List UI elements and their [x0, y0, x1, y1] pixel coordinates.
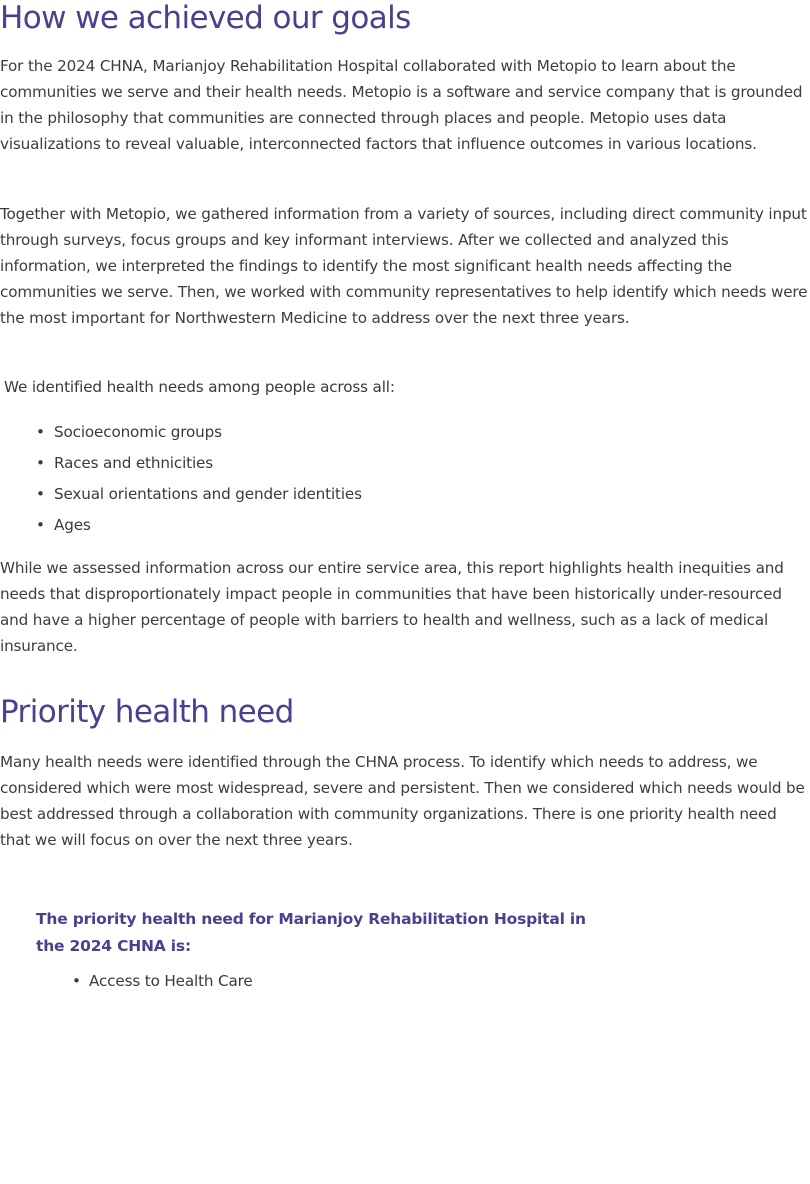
bullet-icon: • — [72, 972, 81, 990]
section-heading-goals: How we achieved our goals — [0, 0, 411, 36]
bullet-icon: • — [36, 423, 45, 441]
bullet-icon: • — [36, 516, 45, 534]
paragraph-metopio-collaboration: For the 2024 CHNA, Marianjoy Rehabilitation Hospital collaborated with Metopio to learn about the communities we serve and their health needs. Metopio is a software and service company that is grounded in the philosophy that communities are connected through places and people. Metopio uses data visualizations to reveal valuable, interconnected factors that influence outcomes in various locations. — [0, 57, 803, 153]
paragraph-data-gathering: Together with Metopio, we gathered information from a variety of sources, including direct community input through surveys, focus groups and key informant interviews. After we collected and analyzed this information, we interpreted the findings to identify the most significant health needs affecting the communities we serve. Then, we worked with community representatives to help identify which needs were the most important for Northwestern Medicine to address over the next three years. — [0, 205, 808, 327]
paragraph-priority-process: Many health needs were identified through the CHNA process. To identify which needs to address, we considered which were most widespread, severe and persistent. Then we considered which needs would be best addressed through a collaboration with community organizations. There is one priority health need that we will focus on over the next three years. — [0, 753, 805, 849]
section-heading-priority: Priority health need — [0, 694, 294, 730]
list-intro: We identified health needs among people across all: — [4, 378, 395, 396]
priority-callout-title: The priority health need for Marianjoy Rehabilitation Hospital in the 2024 CHNA is: — [36, 910, 586, 955]
paragraph-service-area: While we assessed information across our entire service area, this report highlights health inequities and needs that disproportionately impact people in communities that have been historically under-resourced and have a higher percentage of people with barriers to health and wellness, such as a lack of medical insurance. — [0, 559, 784, 655]
bullet-icon: • — [36, 485, 45, 503]
bullet-icon: • — [36, 454, 45, 472]
